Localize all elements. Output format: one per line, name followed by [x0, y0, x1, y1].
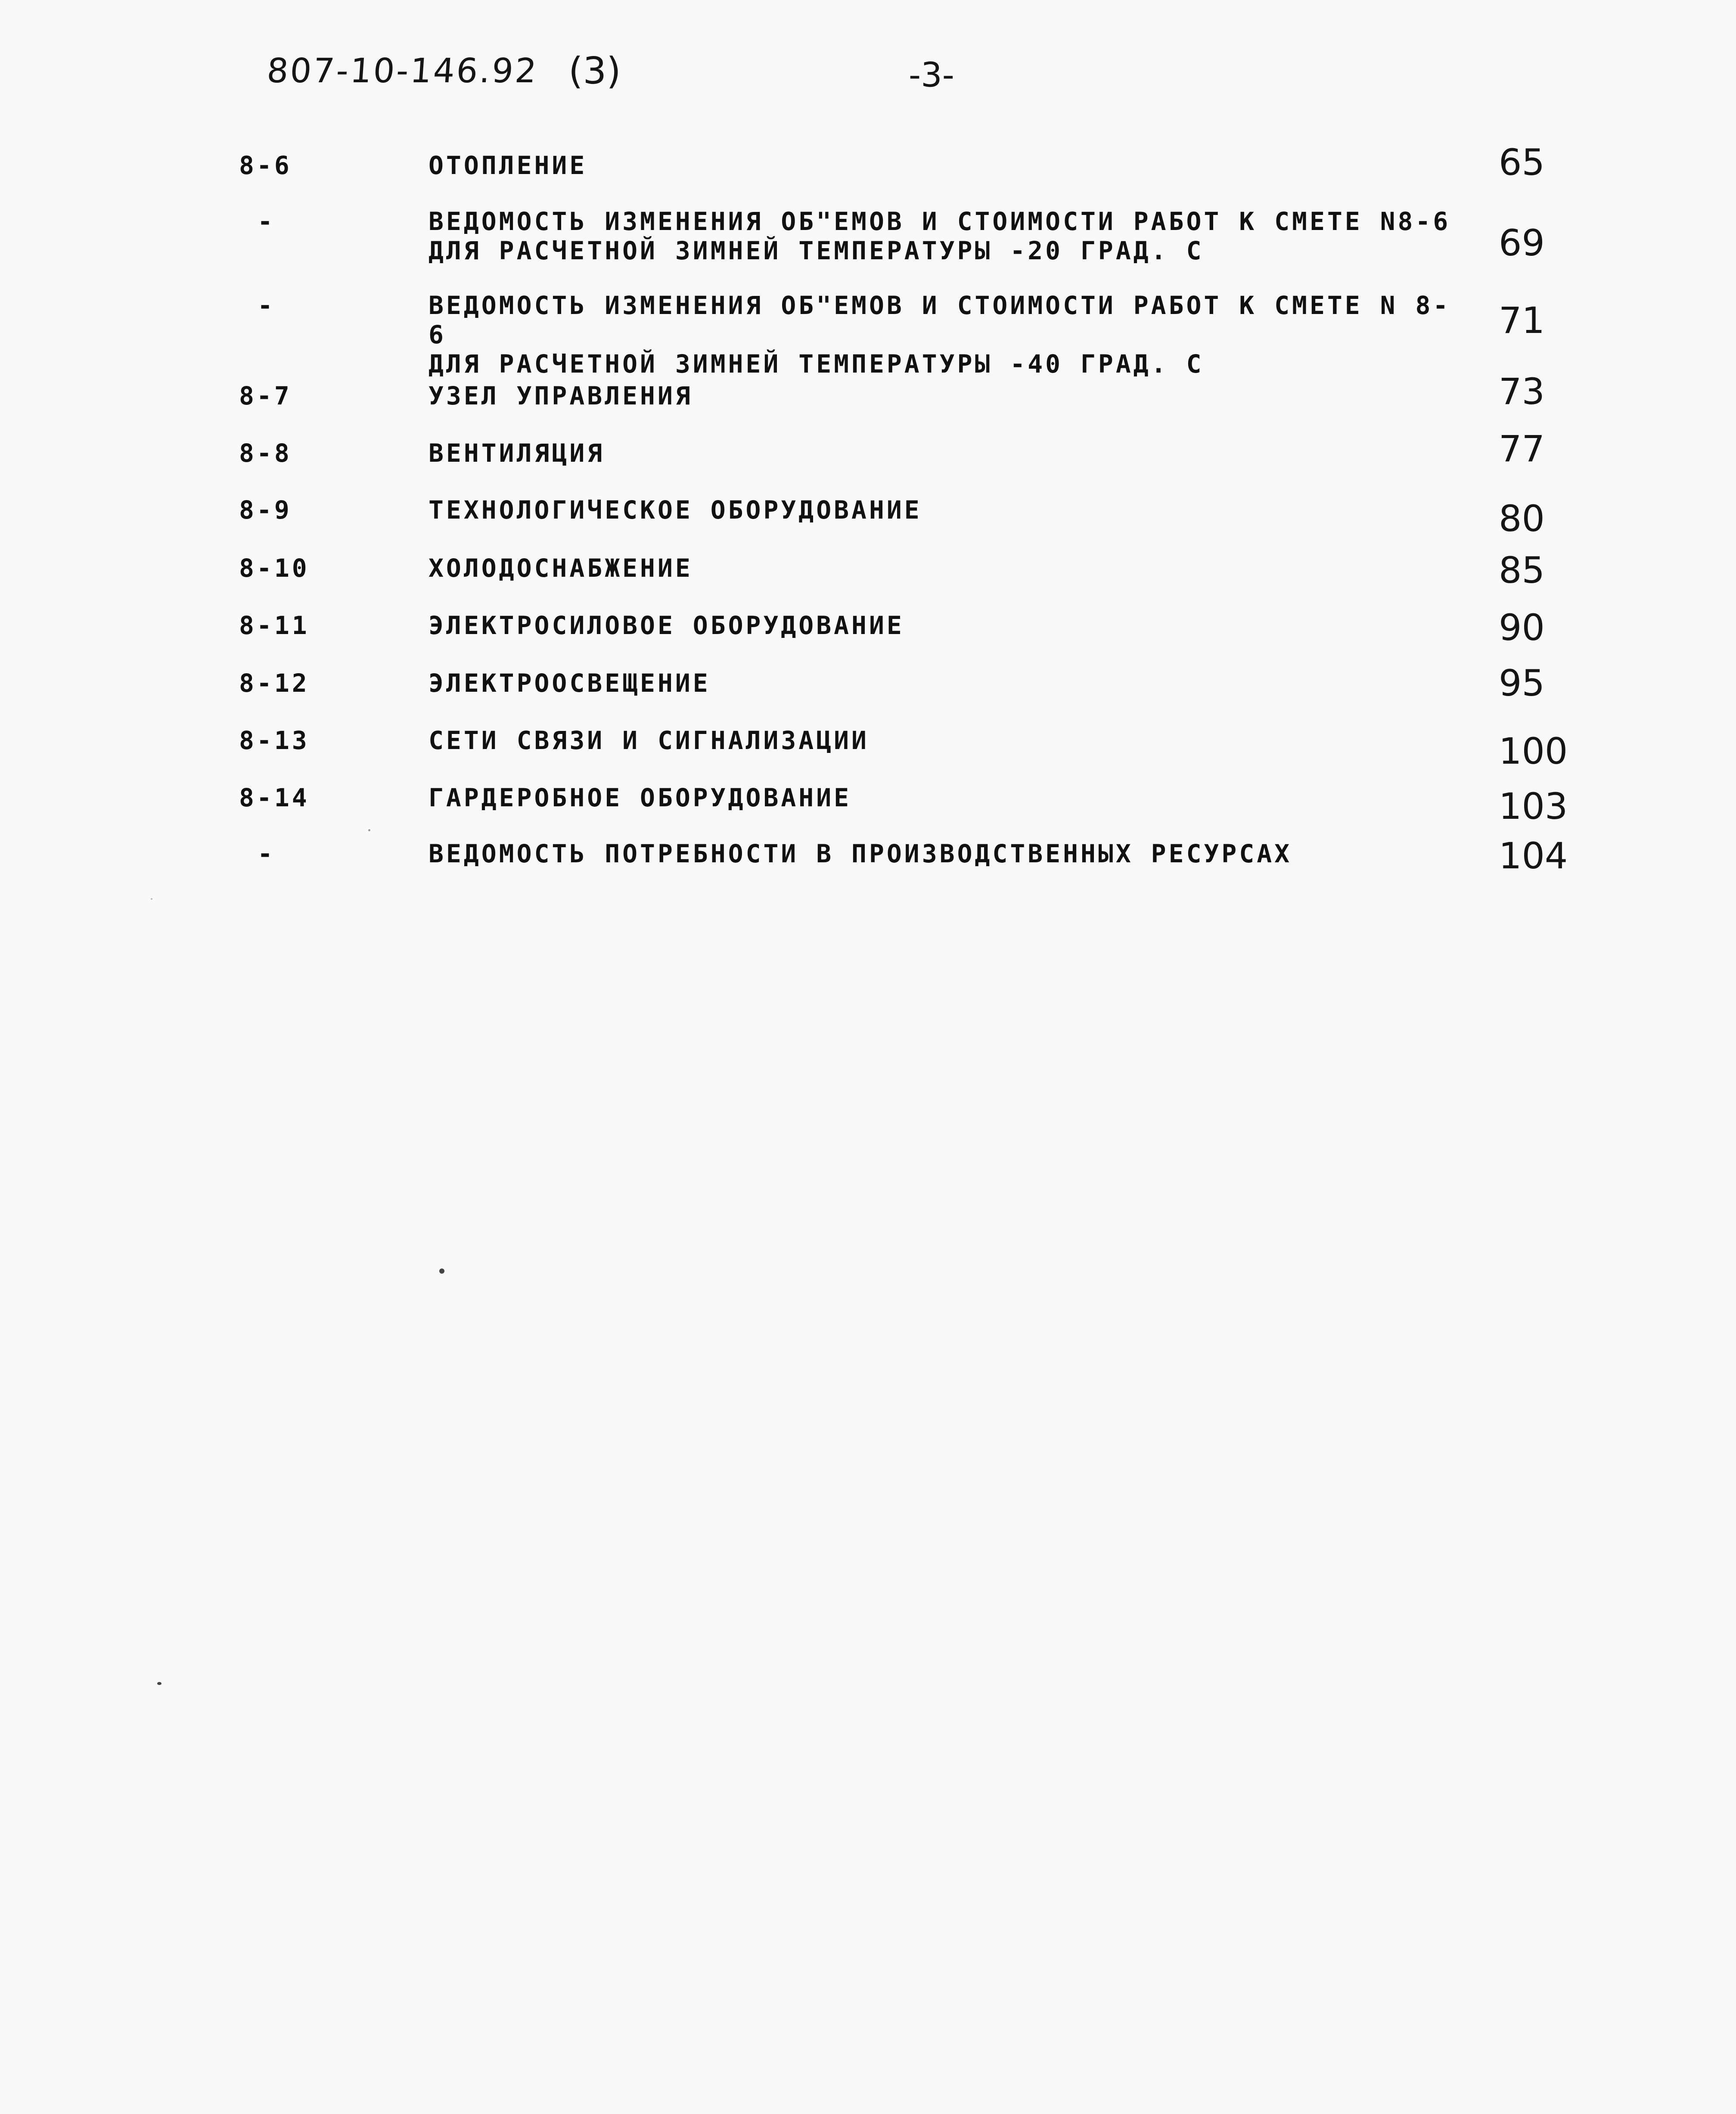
toc-page: 65	[1499, 141, 1545, 183]
scan-speck	[368, 829, 370, 831]
toc-page: 100	[1499, 730, 1568, 772]
toc-code: -	[258, 207, 275, 236]
toc-title: ОТОПЛЕНИЕ	[429, 151, 587, 180]
toc-code: 8-6	[239, 151, 292, 180]
toc-page: 103	[1499, 785, 1568, 827]
toc-page: 104	[1499, 835, 1568, 877]
scan-speck	[151, 898, 152, 900]
page-number: -3-	[909, 56, 954, 95]
toc-code: 8-14	[239, 783, 310, 812]
toc-title: ЭЛЕКТРООСВЕЩЕНИЕ	[429, 668, 711, 698]
toc-page: 71	[1499, 299, 1545, 342]
scan-speck	[439, 1268, 444, 1274]
toc-title: УЗЕЛ УПРАВЛЕНИЯ	[429, 381, 693, 410]
toc-page: 95	[1499, 662, 1545, 704]
scan-speck	[157, 1682, 161, 1685]
toc-title: СЕТИ СВЯЗИ И СИГНАЛИЗАЦИИ	[429, 726, 869, 755]
toc-page: 69	[1499, 222, 1545, 264]
toc-title: ВЕДОМОСТЬ ИЗМЕНЕНИЯ ОБ"ЕМОВ И СТОИМОСТИ РАБОТ К СМЕТЕ N8-6 ДЛЯ РАСЧЕТНОЙ ЗИМНЕЙ ТЕМПЕРАТУРЫ -20 ГРАД. С	[429, 207, 1451, 265]
toc-title: ХОЛОДОСНАБЖЕНИЕ	[429, 553, 693, 583]
toc-page: 77	[1499, 428, 1545, 470]
document-number: 807-10-146.92	[265, 52, 540, 90]
toc-page: 85	[1499, 549, 1545, 591]
sheet-mark: (3)	[568, 50, 621, 93]
toc-page: 73	[1499, 370, 1545, 413]
toc-title: ВЕНТИЛЯЦИЯ	[429, 438, 605, 468]
toc-code: 8-7	[239, 381, 292, 410]
toc-title: ВЕДОМОСТЬ ИЗМЕНЕНИЯ ОБ"ЕМОВ И СТОИМОСТИ РАБОТ К СМЕТЕ N 8-6 ДЛЯ РАСЧЕТНОЙ ЗИМНЕЙ ТЕМПЕРАТУРЫ -40 ГРАД. С	[429, 291, 1451, 379]
toc-code: 8-13	[239, 726, 310, 755]
toc-page: 90	[1499, 606, 1545, 649]
toc-code: 8-8	[239, 438, 292, 468]
toc-title: ГАРДЕРОБНОЕ ОБОРУДОВАНИЕ	[429, 783, 852, 812]
toc-code: 8-11	[239, 611, 310, 640]
toc-code: 8-12	[239, 668, 310, 698]
toc-page: 80	[1499, 497, 1545, 540]
toc-code: 8-9	[239, 495, 292, 525]
toc-title: ВЕДОМОСТЬ ПОТРЕБНОСТИ В ПРОИЗВОДСТВЕННЫХ РЕСУРСАХ	[429, 839, 1292, 868]
toc-title: ЭЛЕКТРОСИЛОВОЕ ОБОРУДОВАНИЕ	[429, 611, 904, 640]
toc-code: -	[258, 291, 275, 320]
toc-code: 8-10	[239, 553, 310, 583]
toc-code: -	[258, 839, 275, 868]
toc-title: ТЕХНОЛОГИЧЕСКОЕ ОБОРУДОВАНИЕ	[429, 495, 922, 525]
